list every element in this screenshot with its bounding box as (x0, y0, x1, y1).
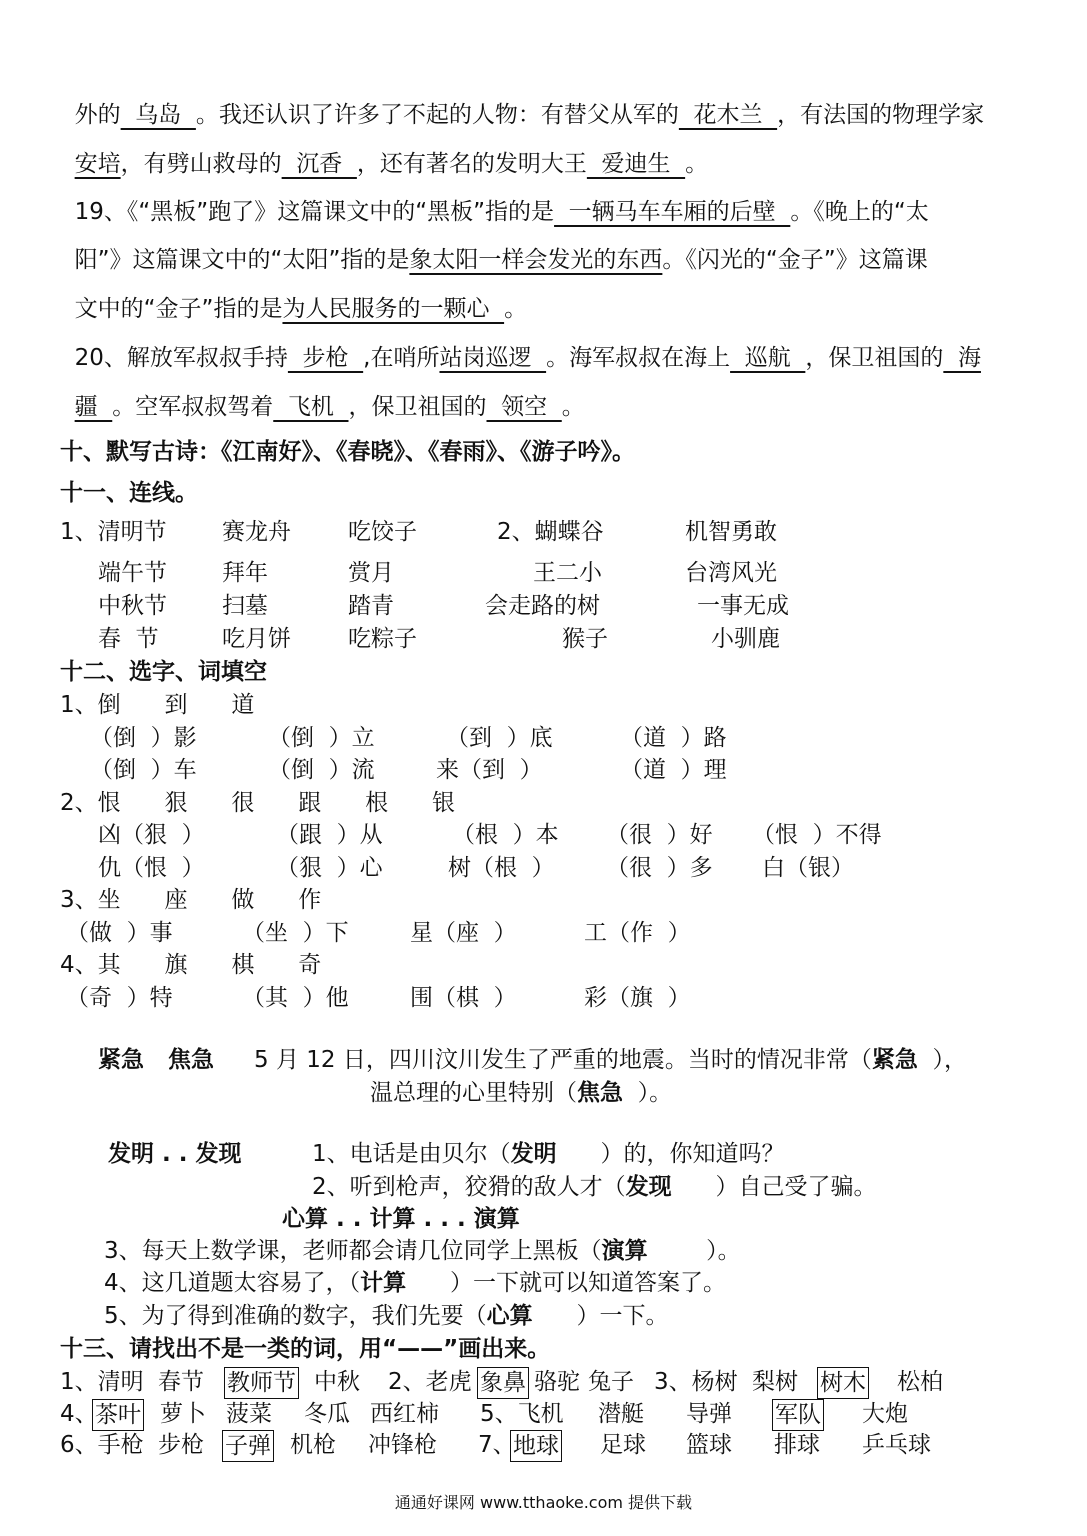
boxed-word: 教师节 (224, 1367, 299, 1399)
section-11-heading: 十一、连线。 (60, 480, 198, 506)
answer-chenxiang: 沉香 (281, 151, 357, 177)
answer-lingkong: 领空 (486, 394, 562, 420)
answer-huamulan: 花木兰 (678, 102, 778, 128)
p20-line1: 20、解放军叔叔手持 步枪 ,在哨所站岗巡逻 。海军叔叔在海上 巡航 ，保卫祖国的 海 (74, 345, 981, 371)
answer-jinzi: 为人民服务的一颗心 (282, 296, 505, 322)
answer-heiban: 一辆马车车厢的后壁 (554, 199, 791, 225)
boxed-word: 地球 (510, 1430, 562, 1462)
boxed-word: 茶叶 (92, 1399, 144, 1431)
jinji-words: 紧急 焦急 (98, 1047, 215, 1073)
answer-anpei: 安培 (74, 151, 121, 177)
boxed-word: 子弹 (222, 1430, 274, 1462)
section-12-heading: 十二、选字、词填空 (60, 659, 267, 685)
answer-aidisheng: 爱迪生 (586, 151, 686, 177)
answer-zhangang: 站岗巡逻 (439, 345, 547, 371)
answer-feiji: 飞机 (273, 394, 349, 420)
boxed-word: 树木 (817, 1367, 869, 1399)
footer-credit: 通通好课网 www.tthaoke.com 提供下载 (394, 1493, 693, 1512)
boxed-word: 军队 (772, 1399, 824, 1431)
p18-line1: 外的 乌岛 。我还认识了许多了不起的人物：有替父从军的 花木兰 ，有法国的物理学家 (74, 102, 985, 128)
faming-words: 发明 . . 发现 (108, 1141, 242, 1167)
answer-taiyang: 象太阳一样会发光的东西 (409, 247, 663, 273)
suan-words: 心算 . . 计算 . . . 演算 (282, 1206, 520, 1232)
answer-buqiang: 步枪 (287, 345, 364, 371)
section-10-heading: 十、默写古诗：《江南好》、《春晓》、《春雨》、《游子吟》。 (60, 439, 635, 465)
answer-niaodao: 乌岛 (120, 102, 196, 128)
answer-haijiang-2: 疆 (74, 394, 113, 420)
boxed-word: 象鼻 (477, 1367, 529, 1399)
p19-line2: 阳”》这篇课文中的“太阳”指的是象太阳一样会发光的东西。《闪光的“金子”》这篇课 (74, 247, 928, 273)
q2-words: 2、恨 狠 很 跟 根 银 (60, 790, 455, 816)
p20-line2: 疆 。空军叔叔驾着 飞机 ，保卫祖国的 领空 。 (74, 394, 585, 420)
p18-line2: 安培，有劈山救母的 沉香 ，还有著名的发明大王 爱迪生 。 (74, 151, 709, 177)
answer-xunhang: 巡航 (730, 345, 806, 371)
answer-haijiang-1: 海 (943, 345, 981, 371)
q1-words: 1、倒 到 道 (60, 692, 255, 718)
p19-line3: 文中的“金子”指的是为人民服务的一颗心 。 (74, 296, 528, 322)
q3-words: 3、坐 座 做 作 (60, 887, 322, 913)
p19-line1: 19、《“黑板”跑了》这篇课文中的“黑板”指的是 一辆马车车厢的后壁 。《晚上的“太 (74, 199, 929, 225)
section-13-heading: 十三、请找出不是一类的词，用“——”画出来。 (60, 1336, 551, 1362)
q4-words: 4、其 旗 棋 奇 (60, 952, 322, 978)
